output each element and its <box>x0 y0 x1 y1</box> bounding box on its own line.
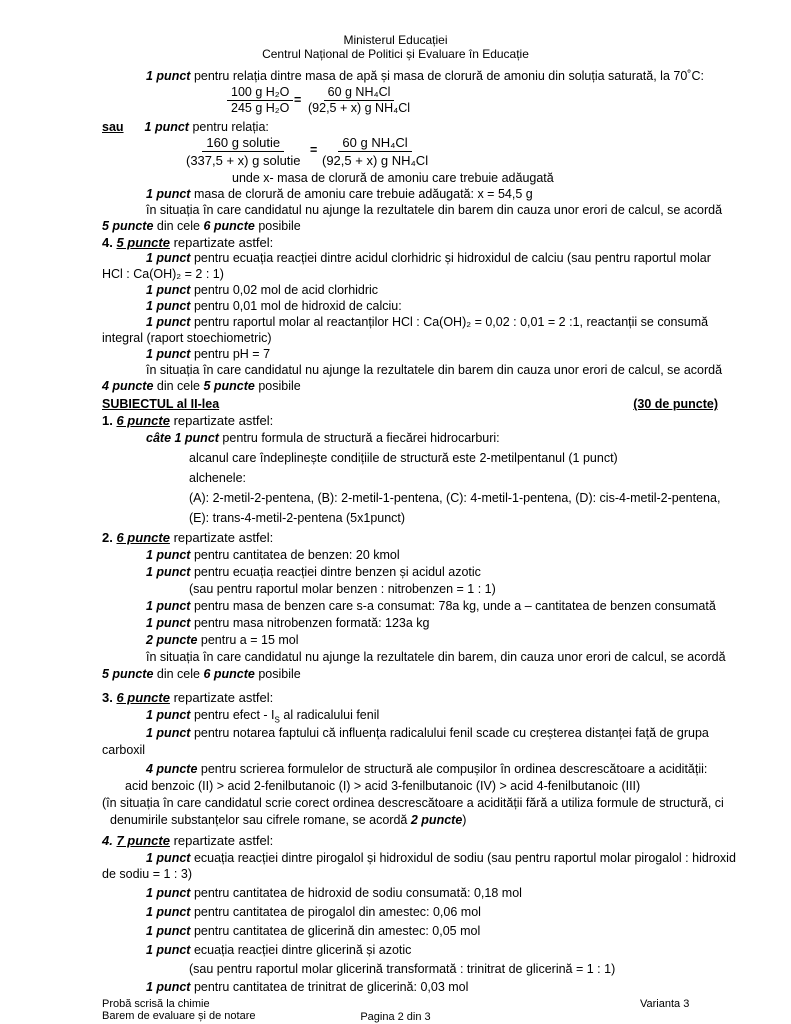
s2q1-cate <box>146 431 500 446</box>
subscript: S <box>274 715 280 725</box>
s2q3-item-1 <box>146 708 379 728</box>
rel-line <box>146 69 704 84</box>
points-label: 1 punct <box>146 943 191 957</box>
s2q1-alch: alchenele: <box>189 471 246 485</box>
q4-item-1 <box>146 251 711 266</box>
points-label: 6 puncte <box>203 667 255 681</box>
text: pentru a = 15 mol <box>200 633 299 647</box>
q4-item-5 <box>146 347 270 362</box>
points-label: 1 punct <box>146 924 191 938</box>
text: pentru formula de structură a fiecărei hidrocarburi: <box>222 431 500 445</box>
s2q2-item-3 <box>146 599 716 614</box>
points-label: 1 punct <box>146 616 191 630</box>
points-label: 1 punct <box>146 708 191 722</box>
s2q4-item-6 <box>146 980 468 995</box>
q4-err: în situația în care candidatul nu ajunge la rezultatele din barem din cauza unor erori de calcul, se acordă <box>146 363 723 377</box>
fraction-denominator: 245 g H₂O <box>231 101 290 115</box>
mass-line <box>146 187 533 202</box>
text: pentru raportul molar al reactanților HCl : Ca(OH)₂ = 0,02 : 0,01 = 2 :1, reactanții se consumă <box>193 315 709 329</box>
fraction-salt <box>304 85 414 116</box>
text: pentru cantitatea de glicerină din amestec: 0,05 mol <box>193 924 481 938</box>
s2q4-item-5b: (sau pentru raportul molar glicerină transformată : trinitrat de glicerină = 1 : 1) <box>189 962 616 976</box>
text: din cele <box>156 379 200 393</box>
points-label: 1 punct <box>146 851 191 865</box>
fraction-denominator: (337,5 + x) g solutie <box>186 153 301 168</box>
s2q3-note-1: (în situația în care candidatul scrie corect ordinea descrescătoare a acidității fără a utiliza formule de structură, ci <box>102 796 724 810</box>
s2q1-heading <box>102 413 273 428</box>
item-number: 3. <box>102 690 113 705</box>
rel-text: pentru relația dintre masa de apă și masa de clorură de amoniu din soluția saturată, la 70˚C: <box>193 69 704 83</box>
s2q1-list2: (E): trans-4-metil-2-pentena (5x1punct) <box>189 511 406 525</box>
points-label: 1 punct <box>146 599 191 613</box>
s2q4-item-1 <box>146 851 736 866</box>
err-points-line <box>102 219 301 234</box>
points-label: 6 puncte <box>116 530 170 545</box>
points-label: 1 punct <box>146 315 191 329</box>
text: pentru cantitatea de pirogalol din amestec: 0,06 mol <box>193 905 481 919</box>
points-label: 6 puncte <box>203 219 255 233</box>
points-label: 1 punct <box>146 283 191 297</box>
text: pentru ecuația reacției dintre benzen și acidul azotic <box>193 565 481 579</box>
points-label: 1 punct <box>146 69 191 83</box>
text: pentru scrierea formulelor de structură ale compușilor în ordinea descrescătoare a acidității: <box>200 762 708 776</box>
points-label: 1 punct <box>146 251 191 265</box>
s2q4-item-4 <box>146 924 480 939</box>
sau-label: sau <box>102 120 124 134</box>
s2q1-list1: (A): 2-metil-2-pentena, (B): 2-metil-1-pentena, (C): 4-metil-1-pentena, (D): cis-4-metil-2-pentena, <box>189 491 721 505</box>
s2q2-err: în situația în care candidatul nu ajunge la rezultatele din barem, din cauza unor erori de calcul, se acordă <box>146 650 726 664</box>
item-number: 4. <box>102 833 113 848</box>
equals-sign: = <box>294 93 302 107</box>
points-label: 1 punct <box>146 726 191 740</box>
fraction-numerator: 100 g H₂O <box>227 85 293 101</box>
s2q2-heading <box>102 530 273 545</box>
points-label: 7 puncte <box>116 833 170 848</box>
header-center: Centrul Național de Politici și Evaluare în Educație <box>262 47 529 61</box>
text: repartizate astfel: <box>173 530 274 545</box>
points-label: 6 puncte <box>116 413 170 428</box>
page-number: Pagina 2 din 3 <box>360 1011 431 1023</box>
item-number: 4. <box>102 235 113 250</box>
points-label: 2 puncte <box>146 633 198 647</box>
q4-item-1b: HCl : Ca(OH)₂ = 2 : 1) <box>102 267 224 281</box>
text: pentru pH = 7 <box>193 347 271 361</box>
q4-item-2 <box>146 283 378 298</box>
s2q2-item-2b: (sau pentru raportul molar benzen : nitrobenzen = 1 : 1) <box>189 582 496 596</box>
fraction-numerator: 60 g NH₄Cl <box>338 134 411 152</box>
fraction-denominator: (92,5 + x) g NH₄Cl <box>308 101 411 115</box>
points-label: 5 puncte <box>116 235 170 250</box>
s2q4-item-1b: de sodiu = 1 : 3) <box>102 867 192 881</box>
fraction-denominator: (92,5 + x) g NH₄Cl <box>322 153 429 168</box>
text: posibile <box>258 219 301 233</box>
equals-sign: = <box>310 143 318 157</box>
text: din cele <box>156 219 200 233</box>
points-label: 1 punct <box>146 565 191 579</box>
s2q3-item-3 <box>146 762 707 777</box>
q4-item-4 <box>146 315 708 330</box>
q4-err-points <box>102 379 301 394</box>
s2q2-item-5 <box>146 633 299 648</box>
text: pentru 0,01 mol de hidroxid de calciu: <box>193 299 402 313</box>
text: pentru efect - I <box>193 708 275 722</box>
points-label: 1 punct <box>146 886 191 900</box>
subject-title: SUBIECTUL al II-lea <box>102 397 220 411</box>
points-label: 4 puncte <box>102 379 154 393</box>
header-ministry: Ministerul Educației <box>343 33 448 47</box>
points-label: 5 puncte <box>102 219 154 233</box>
s2q3-note-2 <box>110 813 466 828</box>
text: repartizate astfel: <box>173 235 274 250</box>
points-label: 2 puncte <box>410 813 463 827</box>
s2q4-item-2 <box>146 886 522 901</box>
footer-left-1: Probă scrisă la chimie <box>102 998 210 1010</box>
footer-left-2: Barem de evaluare și de notare <box>102 1010 256 1022</box>
subject-heading <box>102 397 718 411</box>
q4-item-3 <box>146 299 402 314</box>
s2q4-heading <box>102 833 273 848</box>
s2q3-heading <box>102 690 273 705</box>
points-label: 1 punct <box>146 905 191 919</box>
subject-points: (30 de puncte) <box>633 397 718 411</box>
points-label: 4 puncte <box>146 762 198 776</box>
s2q1-alcan: alcanul care îndeplinește condițiile de structură este 2-metilpentanul (1 punct) <box>189 451 618 465</box>
text: pentru cantitatea de benzen: 20 kmol <box>193 548 400 562</box>
err-line: în situația în care candidatul nu ajunge la rezultatele din barem din cauza unor erori de calcul, se acordă <box>146 203 723 217</box>
fraction-water <box>227 85 293 116</box>
text: ecuația reacției dintre glicerină și azotic <box>193 943 412 957</box>
text: denumirile substanțelor sau cifrele romane, se acordă <box>110 813 408 827</box>
text: pentru masa de benzen care s-a consumat: 78a kg, unde a – cantitatea de benzen consumată <box>193 599 716 613</box>
mass-text: masa de clorură de amoniu care trebuie adăugată: x = 54,5 g <box>193 187 533 201</box>
points-label: 1 punct <box>146 187 191 201</box>
alt-line <box>102 120 269 135</box>
text: ) <box>462 813 467 827</box>
text: pentru cantitatea de trinitrat de glicerină: 0,03 mol <box>193 980 469 994</box>
text: repartizate astfel: <box>173 833 274 848</box>
points-label: câte 1 punct <box>146 431 219 445</box>
q4-heading <box>102 235 273 250</box>
item-number: 2. <box>102 530 113 545</box>
points-label: 5 puncte <box>203 379 255 393</box>
s2q4-item-3 <box>146 905 481 920</box>
s2q3-item-2 <box>146 726 709 741</box>
q4-item-4b: integral (raport stoechiometric) <box>102 331 272 345</box>
points-label: 1 punct <box>146 548 191 562</box>
text: din cele <box>156 667 200 681</box>
text: posibile <box>258 667 301 681</box>
points-label: 5 puncte <box>102 667 154 681</box>
text: pentru notarea faptului că influența radicalului fenil scade cu creșterea distanței față de grupa <box>193 726 709 740</box>
text: pentru masa nitrobenzen formată: 123a kg <box>193 616 430 630</box>
points-label: 1 punct <box>146 299 191 313</box>
points-label: 1 punct <box>146 980 191 994</box>
points-label: 1 punct <box>146 347 191 361</box>
text: repartizate astfel: <box>173 413 274 428</box>
points-label: 1 punct <box>144 120 189 134</box>
fraction-solution <box>182 134 305 169</box>
footer-variant: Varianta 3 <box>640 998 690 1010</box>
unde-line: unde x- masa de clorură de amoniu care trebuie adăugată <box>232 171 554 185</box>
s2q2-item-1 <box>146 548 400 563</box>
fraction-numerator: 60 g NH₄Cl <box>324 85 395 101</box>
s2q2-item-4 <box>146 616 430 631</box>
s2q2-item-2 <box>146 565 481 580</box>
text: pentru 0,02 mol de acid clorhidric <box>193 283 379 297</box>
text: pentru ecuația reacției dintre acidul clorhidric și hidroxidul de calciu (sau pentru raportul molar <box>193 251 711 265</box>
text: repartizate astfel: <box>173 690 274 705</box>
text: ecuația reacției dintre pirogalol și hidroxidul de sodiu (sau pentru raportul molar pirogalol : hidroxid <box>193 851 736 865</box>
item-number: 1. <box>102 413 113 428</box>
points-label: 6 puncte <box>116 690 170 705</box>
alt-text: pentru relația: <box>192 120 269 134</box>
fraction-numerator: 160 g solutie <box>202 134 284 152</box>
text: posibile <box>258 379 301 393</box>
text: al radicalului fenil <box>279 708 380 722</box>
s2q3-item-2b: carboxil <box>102 743 146 757</box>
s2q3-order: acid benzoic (II) > acid 2-fenilbutanoic (I) > acid 3-fenilbutanoic (IV) > acid 4-fenilbutanoic (III) <box>125 779 641 793</box>
s2q4-item-5 <box>146 943 411 958</box>
text: pentru cantitatea de hidroxid de sodiu consumată: 0,18 mol <box>193 886 522 900</box>
s2q2-err-points <box>102 667 301 682</box>
fraction-salt-alt <box>318 134 432 169</box>
